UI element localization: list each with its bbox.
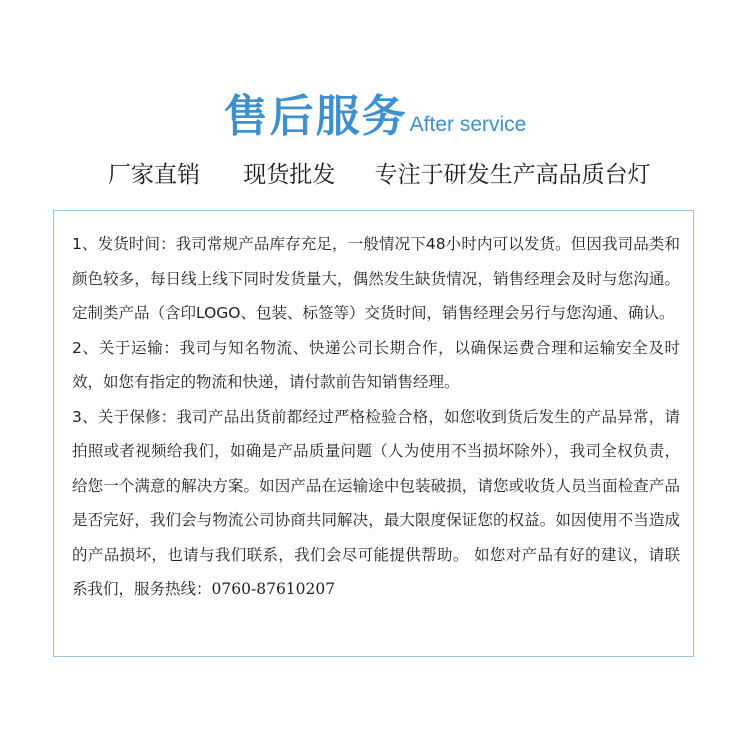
slogan-focus: 专注于研发生产高品质台灯 <box>374 162 651 188</box>
title-chinese: 售后服务 <box>223 91 408 142</box>
section-warranty <box>72 400 680 607</box>
service-info-content <box>72 227 680 607</box>
section-shipping-time: 1、发货时间：我司常规产品库存充足，一般情况下48小时内可以发货。但因我司品类和颜色较多，每日线上线下同时发货量大，偶然发生缺货情况，销售经理会及时与您沟通。定制类产品（含印LOGO、包装、标签等）交货时间，销售经理会另行与您沟通、确认。 <box>72 235 680 322</box>
slogan-direct-sales: 厂家直销 <box>108 162 200 188</box>
hotline-label: 服务热线： <box>134 580 212 598</box>
page-title <box>0 80 750 144</box>
slogan-wholesale: 现货批发 <box>243 162 336 188</box>
hotline-number: 0760-87610207 <box>211 580 336 598</box>
slogan-row <box>108 156 651 196</box>
section-transport: 2、关于运输：我司与知名物流、快递公司长期合作，以确保运费合理和运输安全及时效，如您有指定的物流和快递，请付款前告知销售经理。 <box>72 338 680 391</box>
service-info-box <box>53 210 694 657</box>
section-warranty-text: 3、关于保修：我司产品出货前都经过严格检验合格，如您收到货后发生的产品异常，请拍照或者视频给我们，如确是产品质量问题（人为使用不当损坏除外），我司全权负责，给您一个满意的解决方案。如因产品在运输途中包装破损，请您或收货人员当面检查产品是否完好，我们会与物流公司协商共同解决，最大限度保证您的权益。如因使用不当造成的产品损坏，也请与我们联系，我们会尽可能提供帮助。 如您对产品有好的建议，请联系我们， <box>72 407 680 598</box>
title-english: After service <box>409 113 527 136</box>
